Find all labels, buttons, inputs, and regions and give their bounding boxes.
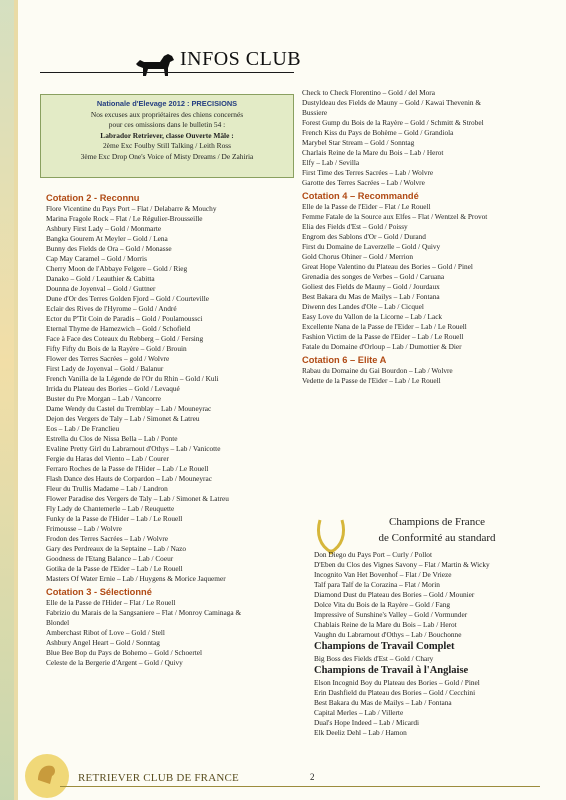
list-item: Elia des Fields d'Est – Gold / Poissy [302,222,408,231]
list-item: Talf para Talf de la Corazina – Flat / Morin [314,580,440,589]
list-item: Ashbury Angel Heart – Gold / Sonntag [46,638,160,647]
section-heading: Cotation 2 - Reconnu [46,193,140,203]
page-footer [0,748,566,800]
left-column [46,190,302,668]
footer-rule [60,786,540,787]
list-item: Dejon des Vergers de Taly – Lab / Simonet & Latreu [46,414,200,423]
list-item: Incognito Van Het Bovenhof – Flat / De Vrieze [314,570,452,579]
list-item: D'Eben du Clos des Vignes Savony – Flat / Martin & Wicky [314,560,490,569]
list-item: Eclair des Rives de l'Hyrome – Gold / André [46,304,177,313]
list-item: Flore Vicentine du Pays Port – Flat / Delabarre & Mouchy [46,204,217,213]
list-item: Engrom des Sablons d'Or – Gold / Durand [302,232,426,241]
page-number: 2 [310,772,315,782]
header-rule [40,72,294,73]
list-item: Bunny des Fields de Ora – Gold / Monasse [46,244,172,253]
list-item: Bangka Gourem At Meyler – Gold / Lena [46,234,168,243]
list-item: Vaughn du Labrarnout d'Othys – Lab / Bouchonne [314,630,462,639]
list-item: Eternal Thyme de Hamezwich – Gold / Schofield [46,324,191,333]
notice-line: Nos excuses aux propriétaires des chiens concernés [90,109,244,119]
list-item: Erin Dashfield du Plateau des Bories – Gold / Cecchini [314,688,476,697]
champions-heading [352,514,522,546]
list-item: Ferraro Roches de la Passe de l'Hider – Lab / Le Rouell [46,464,209,473]
list-item: Irrida du Plateau des Bories – Gold / Levaqué [46,384,180,393]
list-item: Flash Dance des Hauts de Corpardon – Lab / Mouneyrac [46,474,212,483]
list-item: Femme Fatale de la Source aux Elfes – Flat / Wentzel & Provot [302,212,488,221]
list-item: Dame Wendy du Castel du Tremblay – Lab / Mouneyrac [46,404,212,413]
decorative-side-stripe [0,0,14,800]
list-item: Marina Fragole Rock – Flat / Le Régulier-Brousseille [46,214,203,223]
list-item: Evaline Pretty Girl du Labrarnout d'Othys – Lab / Vanicotte [46,444,221,453]
list-item: Forest Gump du Bois de la Rayère – Gold / Schmitt & Strobel [302,118,484,127]
champions-column [314,550,554,738]
list-item: Don Diego du Pays Port – Curly / Pollot [314,550,432,559]
list-item: Chablais Reine de la Mare du Bois – Lab / Herot [314,620,457,629]
club-emblem-icon [20,750,74,800]
notice-line: 3ème Exc Drop One's Voice of Misty Dreams / De Zahiria [80,151,254,161]
list-item: Goodness de l'Etang Balance – Lab / Coeur [46,554,174,563]
list-item: Danako – Gold / Leauthier & Cabitta [46,274,155,283]
list-item: Fleur du Trullis Madame – Lab / Landron [46,484,168,493]
notice-box [40,94,294,178]
list-item: Check to Check Florentino – Gold / del Mora [302,88,435,97]
list-item: Bussiere [302,108,328,117]
list-item: Marybel Star Stream – Gold / Sonntag [302,138,415,147]
list-item: Flower Paradise des Vergers de Taly – Lab / Simonet & Latreu [46,494,229,503]
list-item: Amberchast Ribot of Love – Gold / Stell [46,628,165,637]
list-item: Celeste de la Bergerie d'Argent – Gold / Quivy [46,658,183,667]
notice-line: 2ème Exc Foulby Still Talking / Leith Ross [102,141,232,150]
champions-subheading: Champions de Travail Complet [314,641,455,652]
list-item: Elle de la Passe de l'Hider – Flat / Le Rouell [46,598,176,607]
list-item: Funky de la Passe de l'Hider – Lab / Le Rouell [46,514,183,523]
decorative-side-stripe-inner [14,0,18,800]
champions-heading-line1: Champions de France [389,516,485,528]
list-item: Dolce Vita du Bois de la Rayère – Gold / Fang [314,600,451,609]
list-item: Big Boss des Fields d'Est – Gold / Chary [314,654,434,663]
footer-club-name: RETRIEVER CLUB DE FRANCE [78,772,239,784]
list-item: Cap May Caramel – Gold / Morris [46,254,147,263]
list-item: Best Bakara du Mas de Mailys – Lab / Fontana [302,292,440,301]
list-item: Impressive of Sunshine's Valley – Gold / Vormunder [314,610,468,619]
section-heading: Cotation 6 – Elite A [302,355,387,365]
list-item: Frodon des Terres Sacrées – Lab / Wolvre [46,534,169,543]
notice-class-line: Labrador Retriever, classe Ouverte Mâle : [100,130,234,140]
list-item: Blondel [46,618,70,627]
list-item: Great Hope Valentino du Plateau des Bories – Gold / Pinel [302,262,473,271]
list-item: Gary des Perdreaux de la Septaine – Lab / Nazo [46,544,187,553]
list-item: Masters Of Water Ernie – Lab / Huygens & Morice Jaquemer [46,574,226,583]
right-column [302,88,552,386]
list-item: Face à Face des Coteaux du Rebberg – Gold / Fersing [46,334,204,343]
list-item: Fabrizio du Marais de la Sangsaniere – Flat / Monroy Caminaga & [46,608,242,617]
page-title: INFOS CLUB [180,48,302,70]
list-item: Fifty Fifty du Bois de la Rayère – Gold / Brouin [46,344,187,353]
list-item: First du Domaine de Laverzelle – Gold / Quivy [302,242,441,251]
list-item: Dune d'Or des Terres Golden Fjord – Gold / Courteville [46,294,209,303]
list-item: Ector du P'Tit Coin de Paradis – Gold / Poulamoussci [46,314,203,323]
list-item: Gotika de la Passe de l'Eider – Lab / Le Rouell [46,564,183,573]
list-item: Flower des Terres Sacrées – gold / Wolvre [46,354,170,363]
list-item: Blue Bee Bop du Pays de Bohemo – Gold / Schoertel [46,648,203,657]
list-item: Elle de la Passe de l'Eider – Flat / Le Rouell [302,202,431,211]
list-item: Garotte des Terres Sacrées – Lab / Wolvre [302,178,425,187]
list-item: Diamond Dust du Plateau des Bories – Gold / Mounier [314,590,475,599]
list-item: Estrella du Clos de Nissa Bella – Lab / Ponte [46,434,178,443]
list-item: Frimousse – Lab / Wolvre [46,524,122,533]
section-heading: Cotation 3 - Sélectionné [46,587,152,597]
list-item: Capital Merles – Lab / Villerte [314,708,404,717]
list-item: Fashion Victim de la Passe de l'Eider – Lab / Le Rouell [302,332,464,341]
list-item: Cherry Moon de l'Abbaye Felgere – Gold / Rieg [46,264,188,273]
list-item: Rabau du Domaine du Gai Bourdon – Lab / Wolvre [302,366,453,375]
list-item: First Time des Terres Sacrées – Lab / Wolvre [302,168,434,177]
list-item: Best Bakara du Mas de Mailys – Lab / Fontana [314,698,452,707]
list-item: Dual's Hope Indeed – Lab / Micardi [314,718,420,727]
champions-heading-line2: de Conformité au standard [378,532,496,544]
list-item: Gold Chorus Ohiner – Gold / Merrion [302,252,414,261]
list-item: Eos – Lab / De Franclieu [46,424,120,433]
list-item: Diwenn des Landes d'Ole – Lab / Cicquel [302,302,424,311]
list-item: Fergie du Haras del Viento – Lab / Courer [46,454,169,463]
list-item: French Kiss du Pays de Bohème – Gold / Grandiola [302,128,454,137]
list-item: Dustyldeau des Fields de Mauny – Gold / Kawai Thevenin & [302,98,482,107]
champions-subheading: Champions de Travail à l'Anglaise [314,665,469,676]
list-item: Ashbury First Lady – Gold / Monmarte [46,224,162,233]
list-item: Fly Lady de Chantemerle – Lab / Reuquette [46,504,175,513]
notice-line: pour ces omissions dans le bulletin 54 : [108,120,226,129]
list-item: Dounna de Joyenval – Gold / Guttner [46,284,156,293]
notice-title: Nationale d'Elevage 2012 : PRECISIONS [96,99,238,108]
list-item: Easy Love du Vallon de la Licorne – Lab / Lack [302,312,443,321]
dog-silhouette-icon [134,50,176,78]
list-item: Grenadia des songes de Verbes – Gold / Caruana [302,272,445,281]
section-heading: Cotation 4 – Recommandé [302,191,419,201]
list-item: French Vanilla de la Légende de l'Or du Rhin – Gold / Kuli [46,374,219,383]
list-item: Excellente Nana de la Passe de l'Eider – Lab / Le Rouell [302,322,467,331]
list-item: Elfy – Lab / Sevilla [302,158,360,167]
list-item: Goliest des Fields de Mauny – Gold / Jourdaux [302,282,440,291]
list-item: Vedette de la Passe de l'Eider – Lab / Le Rouell [302,376,441,385]
list-item: Fatale du Domaine d'Orloup – Lab / Dumottier & Dier [302,342,462,351]
list-item: Elk Deeliz Dehl – Lab / Hamon [314,728,407,737]
list-item: Buster du Pre Morgan – Lab / Vancorre [46,394,162,403]
list-item: First Lady de Joyenval – Gold / Balanur [46,364,164,373]
list-item: Elson Incognid Boy du Plateau des Bories – Gold / Pinel [314,678,480,687]
list-item: Charlais Reine de la Mare du Bois – Lab / Herot [302,148,444,157]
